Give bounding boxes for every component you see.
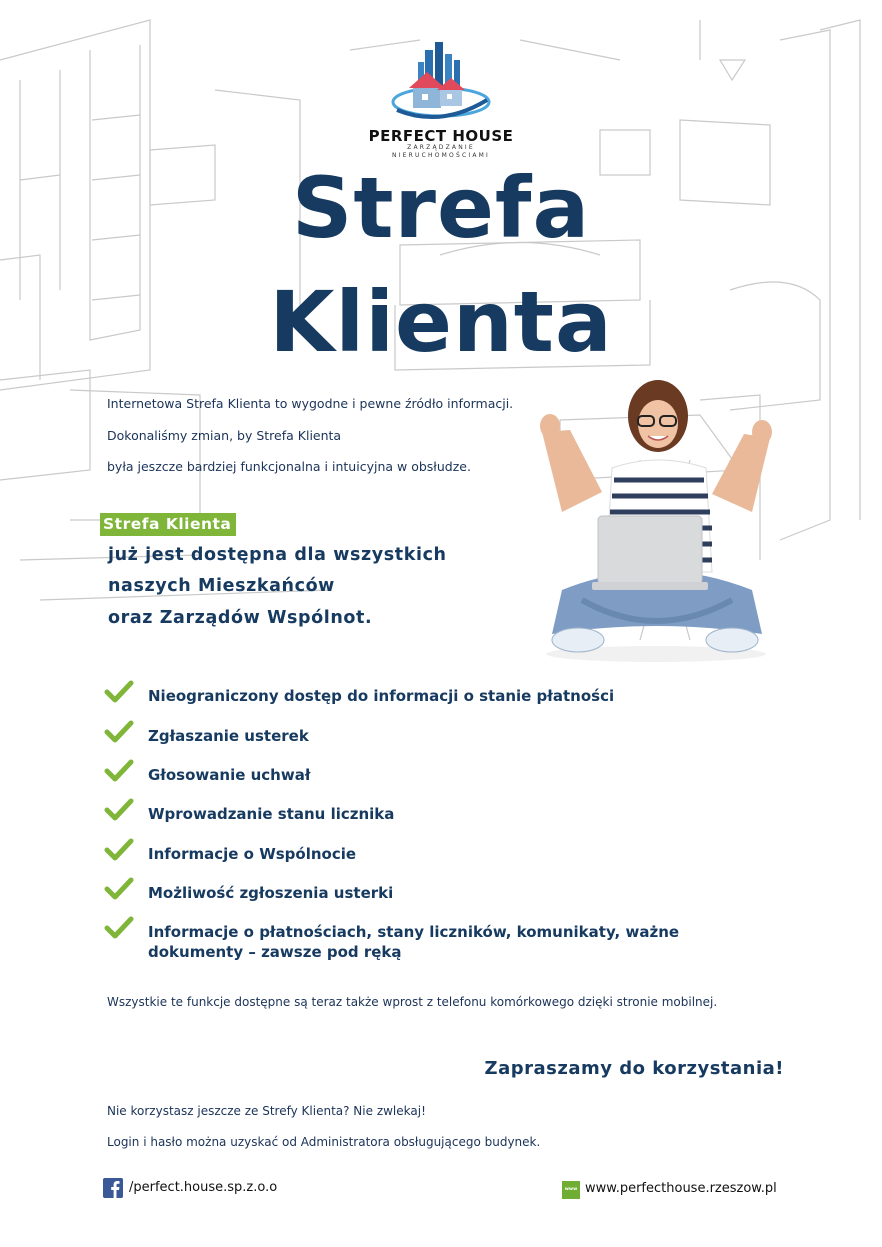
house-logo-icon [389, 40, 493, 126]
check-icon [104, 720, 134, 744]
page-title-line-1: Strefa [291, 159, 591, 257]
logo-name: PERFECT HOUSE [368, 127, 514, 145]
note-line-2: Login i hasło można uzyskać od Administratora obsługującego budynek. [107, 1135, 541, 1149]
facebook-icon[interactable] [103, 1178, 123, 1198]
feature-text: Wprowadzanie stanu licznika [148, 805, 395, 823]
note-line-1: Nie korzystasz jeszcze ze Strefy Klienta? Nie zwlekaj! [107, 1104, 426, 1118]
feature-text: Nieograniczony dostęp do informacji o stanie płatności [148, 687, 615, 705]
intro-line-2: Dokonaliśmy zmian, by Strefa Klienta [107, 428, 342, 443]
invite-heading: Zapraszamy do korzystania! [484, 1058, 784, 1079]
feature-text: Informacje o płatnościach, stany liczników, komunikaty, ważne dokumenty – zawsze pod ręką [148, 923, 680, 961]
strefa-klienta-badge: Strefa Klienta [100, 513, 236, 536]
logo-subtitle-1: ZARZĄDZANIE [407, 144, 475, 151]
check-icon [104, 916, 134, 940]
check-icon [104, 759, 134, 783]
facebook-link[interactable]: /perfect.house.sp.z.o.o [129, 1180, 278, 1195]
feature-text: Zgłaszanie usterek [148, 727, 309, 745]
logo-subtitle-2: NIERUCHOMOŚCIAMI [392, 152, 490, 159]
feature-text: Głosowanie uchwał [148, 766, 311, 784]
feature-text: Informacje o Wspólnocie [148, 845, 357, 863]
intro-line-3: była jeszcze bardziej funkcjonalna i intuicyjna w obsłudze. [107, 459, 471, 474]
availability-line-2: naszych Mieszkańców [108, 576, 335, 596]
website-link[interactable]: www.perfecthouse.rzeszow.pl [585, 1181, 777, 1196]
company-logo [358, 40, 524, 170]
intro-line-1: Internetowa Strefa Klienta to wygodne i pewne źródło informacji. [107, 396, 514, 411]
availability-line-1: już jest dostępna dla wszystkich [108, 545, 447, 565]
feature-text: Możliwość zgłoszenia usterki [148, 884, 394, 902]
check-icon [104, 798, 134, 822]
mobile-note: Wszystkie te funkcje dostępne są teraz także wprost z telefonu komórkowego dzięki stronie mobilnej. [107, 995, 718, 1009]
check-icon [104, 877, 134, 901]
woman-with-laptop-illustration [522, 372, 790, 664]
availability-line-3: oraz Zarządów Wspólnot. [108, 608, 373, 628]
www-icon: www [562, 1181, 580, 1199]
page-title-line-2: Klienta [269, 273, 613, 371]
check-icon [104, 838, 134, 862]
check-icon [104, 680, 134, 704]
